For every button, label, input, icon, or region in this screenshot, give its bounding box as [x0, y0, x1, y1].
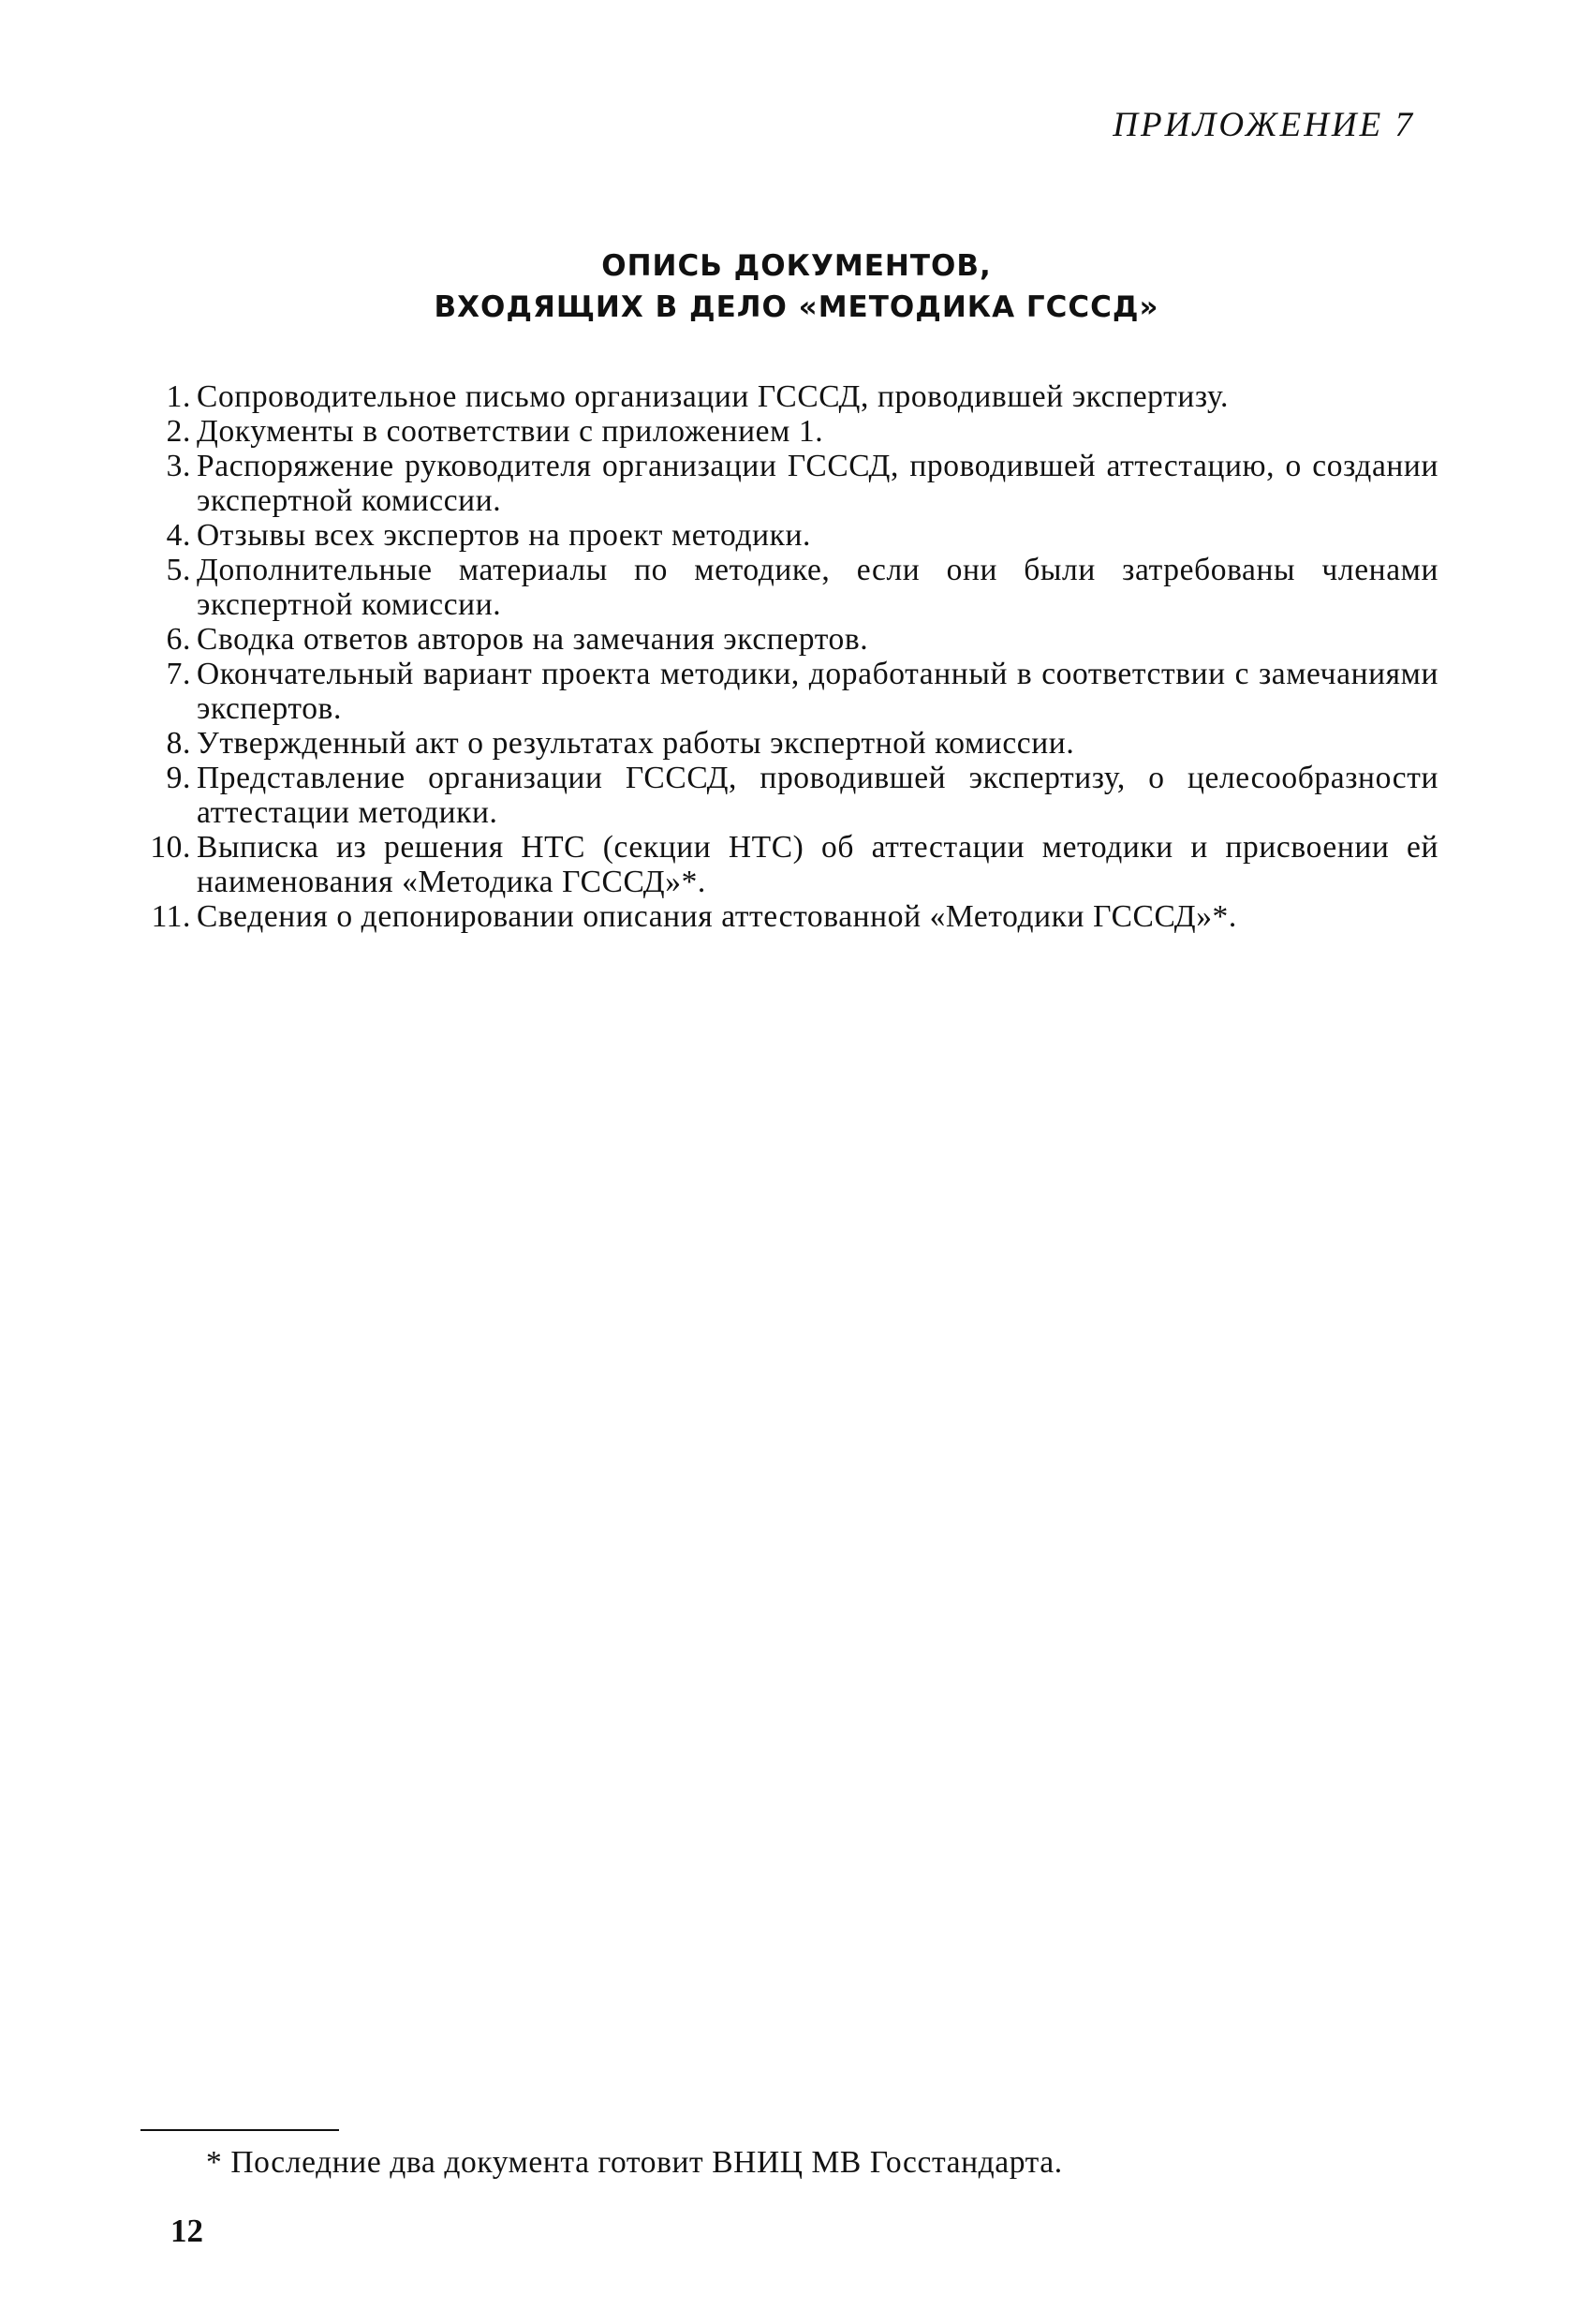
list-item-number: 8. [166, 726, 191, 761]
list-item-number: 4. [166, 518, 191, 553]
list-item-number: 3. [166, 449, 191, 483]
list-item-text: Представление организации ГСССД, проводившей экспертизу, о целесообразности аттестации методики. [197, 761, 1438, 830]
list-item [148, 657, 1438, 726]
list-item [148, 518, 1438, 553]
list-item-number: 5. [166, 553, 191, 587]
list-item-text: Сводка ответов авторов на замечания экспертов. [197, 622, 869, 657]
list-item-text: Дополнительные материалы по методике, если они были затребованы членами экспертной комиссии. [197, 553, 1438, 622]
list-item-number: 11. [151, 899, 191, 934]
list-item-text: Сведения о депонировании описания аттестованной «Методики ГСССД»*. [197, 899, 1237, 934]
list-item-text: Распоряжение руководителя организации ГСССД, проводившей аттестацию, о создании экспертной комиссии. [197, 449, 1438, 518]
list-item [148, 414, 1438, 449]
list-item-number: 10. [150, 830, 191, 865]
list-item-number: 6. [166, 622, 191, 657]
list-item [148, 726, 1438, 761]
page-number: 12 [170, 2213, 203, 2249]
list-item-text: Выписка из решения НТС (секции НТС) об аттестации методики и присвоении ей наименования «Методика ГСССД»*. [197, 830, 1438, 899]
list-item-text: Документы в соответствии с приложением 1. [197, 414, 824, 449]
list-item-number: 7. [166, 657, 191, 691]
list-item-number: 9. [166, 761, 191, 795]
documents-list [148, 379, 1438, 934]
title-line-2: ВХОДЯЩИХ В ДЕЛО «МЕТОДИКА ГСССД» [434, 290, 1159, 324]
title-line-1: ОПИСЬ ДОКУМЕНТОВ, [601, 249, 992, 283]
list-item-text: Отзывы всех экспертов на проект методики. [197, 518, 811, 553]
list-item-text: Окончательный вариант проекта методики, доработанный в соответствии с замечаниями экспертов. [197, 657, 1438, 726]
list-item [148, 622, 1438, 657]
list-item-number: 2. [166, 414, 191, 449]
list-item [148, 449, 1438, 518]
footnote-divider [140, 2129, 339, 2131]
list-item [148, 830, 1438, 899]
list-item [148, 379, 1438, 414]
list-item-text: Утвержденный акт о результатах работы экспертной комиссии. [197, 726, 1075, 761]
list-item [148, 553, 1438, 622]
list-item [148, 761, 1438, 830]
list-item-number: 1. [166, 379, 191, 414]
appendix-label: ПРИЛОЖЕНИЕ 7 [1113, 106, 1415, 144]
list-item-text: Сопроводительное письмо организации ГСССД, проводившей экспертизу. [197, 379, 1229, 414]
footnote: * Последние два документа готовит ВНИЦ МВ Госстандарта. [206, 2145, 1063, 2180]
list-item [148, 899, 1438, 934]
document-title [0, 245, 1593, 328]
